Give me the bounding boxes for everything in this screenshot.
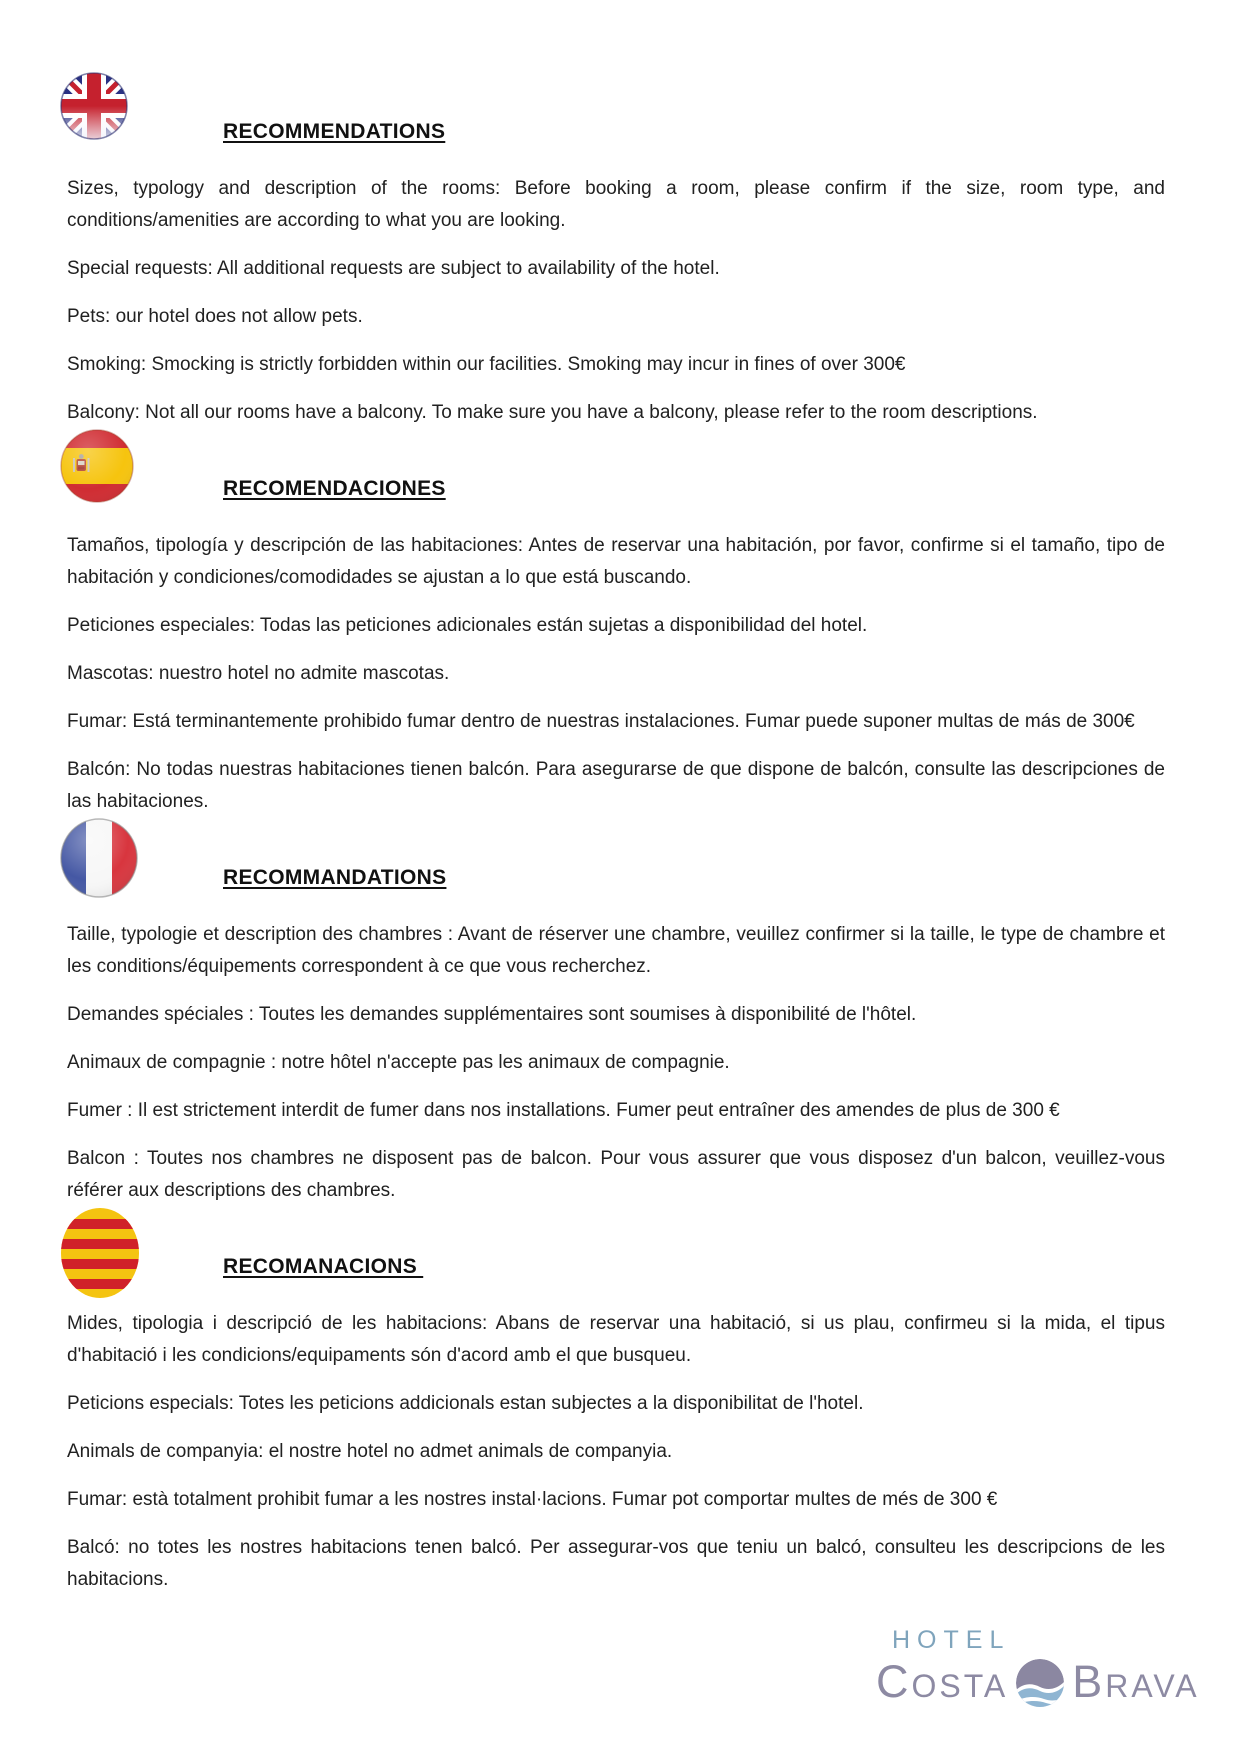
paragraph-balcony: Balcony: Not all our rooms have a balcony. To make sure you have a balcony, please refer to the room descriptions. bbox=[67, 402, 1038, 423]
france-flag-icon bbox=[60, 818, 138, 898]
paragraph-fumar-es: Fumar: Está terminantemente prohibido fumar dentro de nuestras instalaciones. Fumar puede suponer multas de más de 300€ bbox=[67, 711, 1135, 732]
section-french bbox=[67, 818, 1165, 1207]
paragraph-smoking: Smoking: Smocking is strictly forbidden within our facilities. Smoking may incur in fines of over 300€ bbox=[67, 354, 906, 375]
section-english-header bbox=[67, 72, 1165, 173]
paragraph-mides: Mides, tipologia i descripció de les habitacions: Abans de reservar una habitació, si us plau, confirmeu si la mida, el tipus d'habitació i les condicions/equipaments són d'acord amb el que busqueu. bbox=[67, 1313, 1165, 1366]
paragraph-fumar-ca: Fumar: està totalment prohibit fumar a les nostres instal·lacions. Fumar pot comportar multes de més de 300 € bbox=[67, 1489, 998, 1510]
paragraph-peticiones: Peticiones especiales: Todas las peticiones adicionales están sujetas a disponibilidad del hotel. bbox=[67, 615, 868, 636]
paragraph-animals: Animals de companyia: el nostre hotel no admet animals de companyia. bbox=[67, 1441, 673, 1462]
heading-french: RECOMMANDATIONS bbox=[223, 866, 447, 889]
catalonia-flag-icon bbox=[60, 1207, 140, 1299]
logo-brava-wordmark: Brava bbox=[1072, 1655, 1200, 1707]
paragraph-balcon-fr: Balcon : Toutes nos chambres ne disposent pas de balcon. Pour vous assurer que vous disposez d'un balcon, veuillez-vous référer aux descriptions des chambres. bbox=[67, 1148, 1165, 1201]
paragraph-animaux: Animaux de compagnie : notre hôtel n'accepte pas les animaux de compagnie. bbox=[67, 1052, 730, 1073]
section-catalan-header bbox=[67, 1207, 1165, 1308]
hotel-costa-brava-logo bbox=[876, 1626, 1200, 1707]
section-english bbox=[67, 72, 1165, 429]
paragraph-balco-ca: Balcó: no totes les nostres habitacions tenen balcó. Per assegurar-vos que teniu un balcó, consulteu les descripcions de les habitacions. bbox=[67, 1537, 1165, 1590]
section-catalan bbox=[67, 1207, 1165, 1596]
paragraph-mascotas: Mascotas: nuestro hotel no admite mascotas. bbox=[67, 663, 450, 684]
heading-catalan: RECOMANACIONS bbox=[223, 1255, 424, 1278]
wave-circle-icon bbox=[1016, 1659, 1064, 1707]
heading-spanish: RECOMENDACIONES bbox=[223, 477, 446, 500]
section-spanish bbox=[67, 429, 1165, 818]
paragraph-balcon-es: Balcón: No todas nuestras habitaciones tienen balcón. Para asegurarse de que dispone de balcón, consulte las descripciones de las habitaciones. bbox=[67, 759, 1165, 812]
section-spanish-header bbox=[67, 429, 1165, 530]
section-french-header bbox=[67, 818, 1165, 919]
paragraph-pets: Pets: our hotel does not allow pets. bbox=[67, 306, 363, 327]
paragraph-peticions: Peticions especials: Totes les peticions addicionals estan subjectes a la disponibilitat de l'hotel. bbox=[67, 1393, 864, 1414]
paragraph-tamanos: Tamaños, tipología y descripción de las habitaciones: Antes de reservar una habitación, por favor, confirme si el tamaño, tipo de habitación y condiciones/comodidades se ajustan a lo que está buscando. bbox=[67, 535, 1165, 588]
heading-english: RECOMMENDATIONS bbox=[223, 120, 446, 143]
paragraph-fumer-fr: Fumer : Il est strictement interdit de fumer dans nos installations. Fumer peut entraîner des amendes de plus de 300 € bbox=[67, 1100, 1060, 1121]
paragraph-taille: Taille, typologie et description des chambres : Avant de réserver une chambre, veuillez confirmer si la taille, le type de chambre et les conditions/équipements correspondent à ce que vous recherchez. bbox=[67, 924, 1165, 977]
paragraph-demandes: Demandes spéciales : Toutes les demandes supplémentaires sont soumises à disponibilité de l'hôtel. bbox=[67, 1004, 917, 1025]
paragraph-sizes: Sizes, typology and description of the rooms: Before booking a room, please confirm if the size, room type, and conditions/amenities are according to what you are looking. bbox=[67, 178, 1165, 231]
paragraph-special-requests: Special requests: All additional requests are subject to availability of the hotel. bbox=[67, 258, 720, 279]
spain-flag-icon bbox=[60, 429, 134, 503]
uk-flag-icon bbox=[60, 72, 128, 140]
logo-hotel-wordmark: HOTEL bbox=[892, 1626, 1011, 1654]
logo-costa-wordmark: Costa bbox=[876, 1655, 1009, 1707]
logo-row bbox=[876, 1655, 1200, 1707]
